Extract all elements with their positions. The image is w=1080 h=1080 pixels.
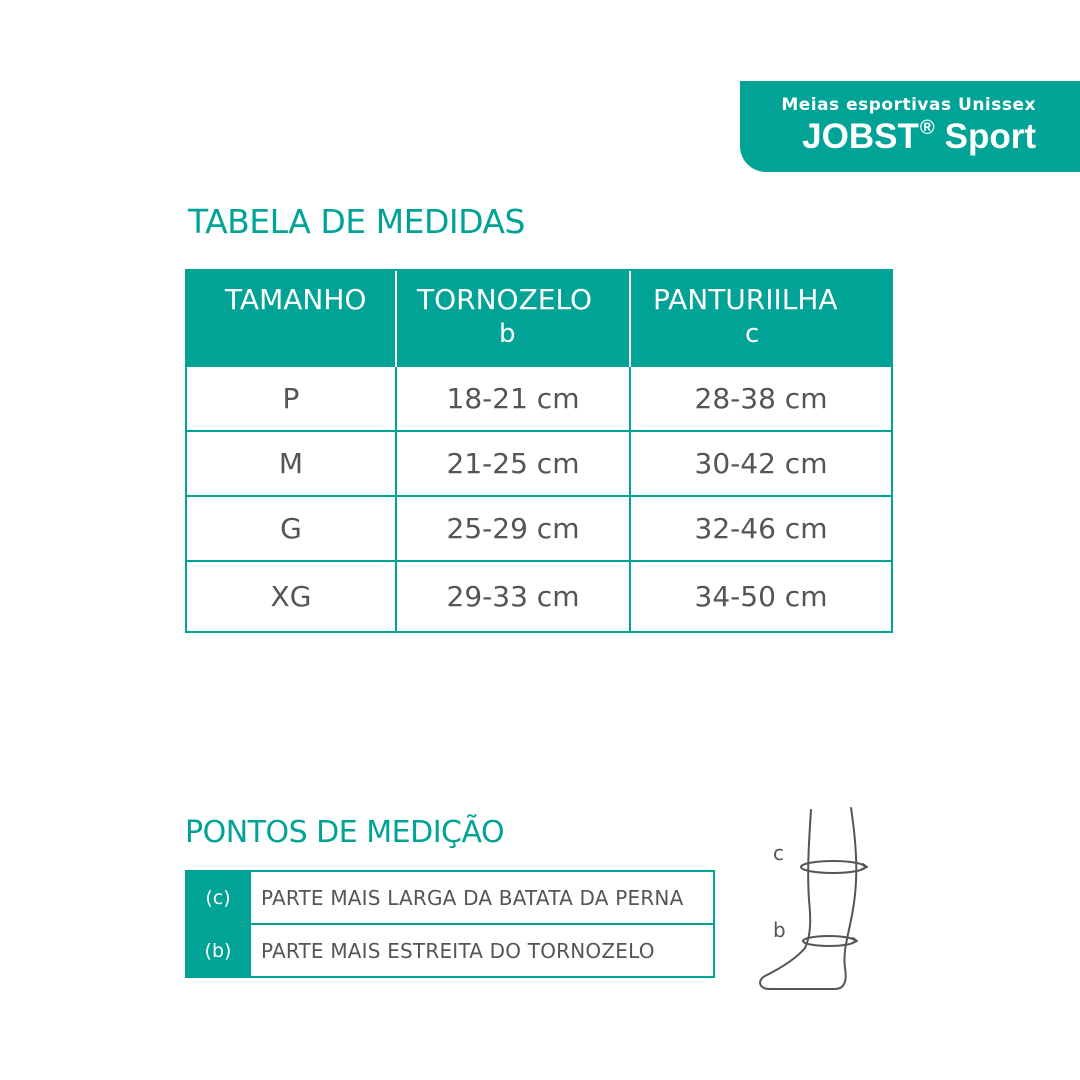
- size-cell: XG: [186, 561, 396, 632]
- header-calf-sub: c: [745, 319, 760, 349]
- point-description: PARTE MAIS LARGA DA BATATA DA PERNA: [250, 871, 714, 924]
- header-size: [186, 270, 396, 366]
- leg-measurement-icon: [755, 800, 885, 1000]
- registered-mark: ®: [919, 117, 935, 139]
- brand-product: Sport: [944, 117, 1036, 156]
- table-row: [186, 431, 892, 496]
- point-key: (b): [186, 924, 250, 977]
- measurement-points-title: PONTOS DE MEDIÇÃO: [185, 815, 505, 850]
- ankle-cell: 25-29 cm: [396, 496, 630, 561]
- size-table-title: TABELA DE MEDIDAS: [188, 202, 525, 241]
- size-table-header-row: [186, 270, 892, 366]
- size-cell: M: [186, 431, 396, 496]
- header-ankle-label: TORNOZELO: [417, 283, 593, 316]
- brand-badge: [740, 81, 1080, 172]
- calf-cell: 30-42 cm: [630, 431, 892, 496]
- calf-cell: 34-50 cm: [630, 561, 892, 632]
- size-table: [185, 269, 893, 633]
- brand-subtitle: Meias esportivas Unissex: [781, 95, 1036, 115]
- list-item: [186, 871, 714, 924]
- table-row: [186, 366, 892, 431]
- list-item: [186, 924, 714, 977]
- ankle-cell: 21-25 cm: [396, 431, 630, 496]
- label-c: c: [773, 841, 784, 865]
- point-description: PARTE MAIS ESTREITA DO TORNOZELO: [250, 924, 714, 977]
- measurement-points-table: [185, 870, 715, 978]
- table-row: [186, 561, 892, 632]
- point-key: (c): [186, 871, 250, 924]
- ankle-cell: 29-33 cm: [396, 561, 630, 632]
- size-cell: G: [186, 496, 396, 561]
- label-b: b: [773, 918, 786, 942]
- size-cell: P: [186, 366, 396, 431]
- header-calf-label: PANTURIILHA: [653, 283, 838, 316]
- calf-cell: 28-38 cm: [630, 366, 892, 431]
- brand-name: [740, 117, 1036, 162]
- calf-cell: 32-46 cm: [630, 496, 892, 561]
- ankle-cell: 18-21 cm: [396, 366, 630, 431]
- header-size-label: TAMANHO: [225, 283, 367, 316]
- header-calf: [630, 270, 892, 366]
- table-row: [186, 496, 892, 561]
- header-ankle: [396, 270, 630, 366]
- brand-name-text: JOBST: [802, 117, 919, 156]
- header-ankle-sub: b: [499, 319, 516, 349]
